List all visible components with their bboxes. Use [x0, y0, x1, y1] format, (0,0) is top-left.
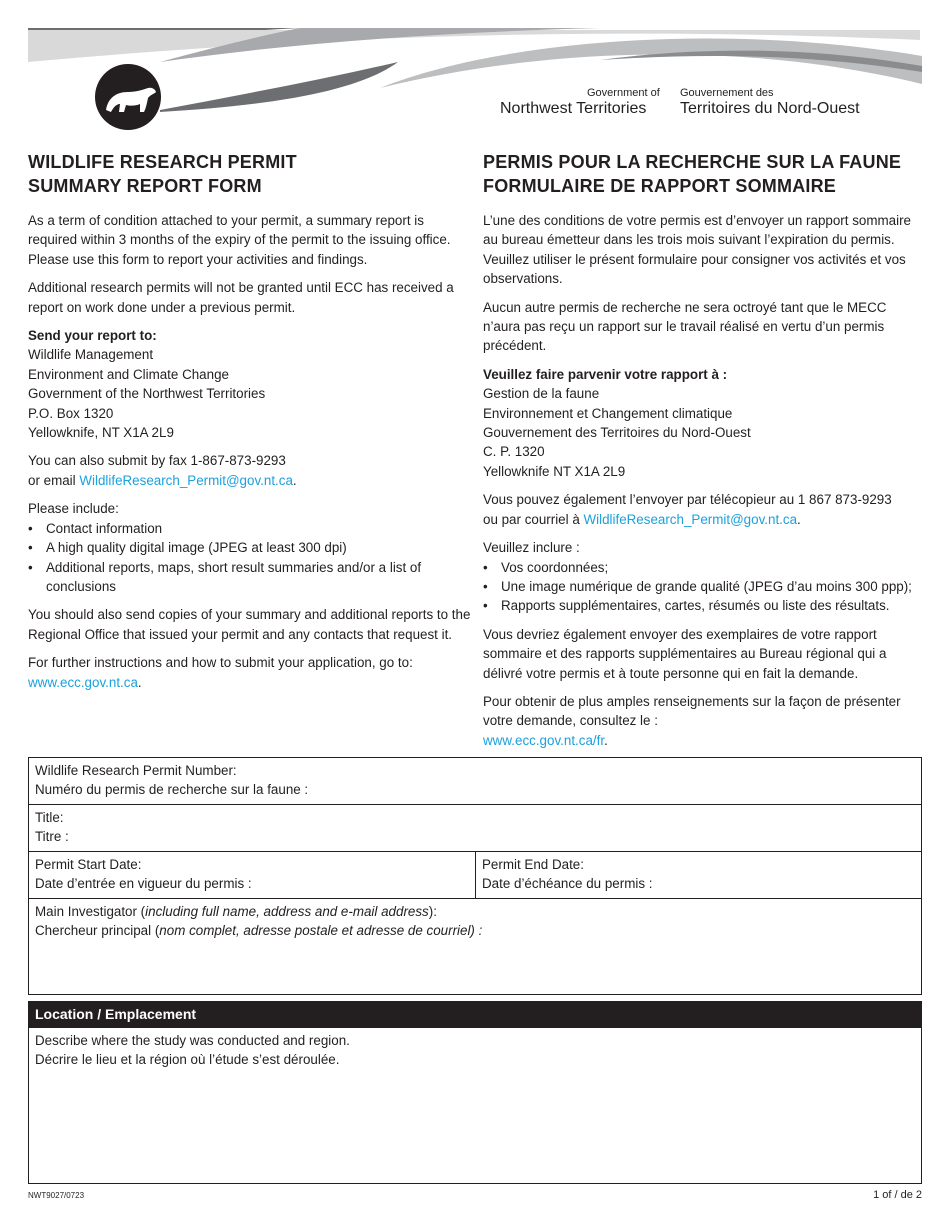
investigator-label-en: [35, 902, 915, 921]
end-date-label-en: Permit End Date:: [482, 857, 584, 872]
en-page-title: [28, 150, 473, 198]
location-desc-en: Describe where the study was conducted and region.: [35, 1033, 350, 1048]
fr-title-line2: FORMULAIRE DE RAPPORT SOMMAIRE: [483, 176, 837, 196]
investigator-field[interactable]: [29, 898, 921, 994]
en-additional: Additional research permits will not be granted until ECC has received a report on work done under a previous permit.: [28, 280, 454, 315]
en-email-prefix: or email: [28, 472, 80, 488]
en-address-line: Environment and Climate Change: [28, 366, 229, 382]
list-item: • Additional reports, maps, short result summaries and/or a list of conclusions: [46, 558, 473, 597]
en-contact: [28, 451, 473, 490]
title-label-fr: Titre :: [35, 829, 69, 845]
fr-fax-line: Vous pouvez également l’envoyer par télécopieur au 1 867 873-9293: [483, 492, 892, 508]
gov-fr-block: [680, 87, 860, 119]
list-item: • Une image numérique de grande qualité (JPEG d’au moins 300 ppp);: [501, 577, 923, 596]
en-copies: You should also send copies of your summary and additional reports to the Regional Office that issued your permit and any contacts that request it.: [28, 607, 471, 642]
location-section: [28, 1001, 922, 1184]
location-heading: Location / Emplacement: [29, 1002, 921, 1028]
title-label-en: Title:: [35, 810, 64, 825]
end-date-label-fr: Date d’échéance du permis :: [482, 876, 653, 892]
location-desc-fr: Décrire le lieu et la région où l’étude s’est déroulée.: [35, 1052, 340, 1068]
list-item: • Contact information: [46, 519, 473, 538]
english-column: [28, 150, 473, 701]
gov-en-block: [500, 87, 660, 119]
gov-fr-large: Territoires du Nord-Ouest: [680, 100, 860, 117]
fr-url-suffix: .: [604, 732, 608, 748]
fr-email-suffix: .: [797, 511, 801, 527]
french-column: [483, 150, 923, 759]
fr-intro: L’une des conditions de votre permis est d’envoyer un rapport sommaire au bureau émetteur dans les trois mois suivant l’expiration du permis. Veuillez utiliser le présent formulaire pour consigner vos activités et vos observations.: [483, 213, 911, 287]
fr-address-block: [483, 365, 923, 481]
en-intro: As a term of condition attached to your permit, a summary report is required within 3 months of the expiry of the permit to the issuing office. Please use this form to report your activities and findings.: [28, 213, 451, 267]
fr-address-line: Gouvernement des Territoires du Nord-Ouest: [483, 425, 751, 441]
location-field[interactable]: [29, 1028, 921, 1073]
en-include-heading: Please include:: [28, 501, 119, 517]
fr-address-line: C. P. 1320: [483, 444, 545, 460]
en-address-block: [28, 326, 473, 442]
fr-title-line1: PERMIS POUR LA RECHERCHE SUR LA FAUNE: [483, 152, 902, 172]
en-email-link[interactable]: WildlifeResearch_Permit@gov.nt.ca: [79, 472, 293, 488]
en-include-list: [28, 519, 473, 597]
en-email-suffix: .: [292, 472, 297, 488]
gov-fr-small: Gouvernement des: [680, 87, 774, 99]
en-fax-line: You can also submit by fax 1-867-873-9293: [28, 453, 286, 469]
en-further-block: [28, 653, 473, 692]
en-further: For further instructions and how to submit your application, go to:: [28, 655, 413, 671]
permit-number-label-en: Wildlife Research Permit Number:: [35, 763, 237, 778]
swoosh-right: [380, 38, 922, 88]
en-url-suffix: .: [137, 674, 142, 690]
fr-send-heading: Veuillez faire parvenir votre rapport à :: [483, 366, 728, 382]
fr-additional: Aucun autre permis de recherche ne sera octroyé tant que le MECC n’aura pas reçu un rapport sur le travail réalisé en vertu d’un permis précédent.: [483, 299, 887, 354]
investigator-fr-text: Chercheur principal (: [35, 923, 160, 939]
list-item: • Rapports supplémentaires, cartes, résumés ou liste des résultats.: [501, 596, 923, 615]
fr-include-list: [483, 558, 923, 616]
fr-further: Pour obtenir de plus amples renseignements sur la façon de présenter votre demande, consultez le :: [483, 693, 901, 729]
end-date-field[interactable]: [475, 852, 921, 898]
investigator-label-fr: [35, 921, 915, 940]
list-item: • Vos coordonnées;: [501, 558, 923, 577]
gov-en-small: Government of: [587, 87, 660, 99]
start-date-label-fr: Date d’entrée en vigueur du permis :: [35, 876, 252, 892]
start-date-label-en: Permit Start Date:: [35, 857, 142, 872]
en-send-heading: Send your report to:: [28, 328, 157, 344]
fr-email-prefix: ou par courriel à: [483, 511, 584, 527]
fr-address-line: Yellowknife NT X1A 2L9: [483, 463, 626, 479]
dates-row: [29, 851, 921, 898]
page-number: 1 of / de 2: [873, 1189, 922, 1201]
gov-en-large: Northwest Territories: [500, 100, 647, 117]
fr-email-link[interactable]: WildlifeResearch_Permit@gov.nt.ca: [583, 511, 798, 527]
fr-address-line: Gestion de la faune: [483, 386, 600, 402]
permit-info-form: [28, 757, 922, 995]
en-title-line1: WILDLIFE RESEARCH PERMIT: [28, 152, 297, 172]
investigator-fr-italic: nom complet, adresse postale et adresse de courriel) :: [159, 923, 483, 939]
list-item: • A high quality digital image (JPEG at least 300 dpi): [46, 538, 473, 557]
fr-contact: [483, 490, 923, 529]
en-address-line: Government of the Northwest Territories: [28, 386, 266, 402]
investigator-en-end: ):: [428, 904, 437, 919]
en-address-line: Yellowknife, NT X1A 2L9: [28, 425, 174, 441]
en-address-line: P.O. Box 1320: [28, 405, 114, 421]
permit-number-label-fr: Numéro du permis de recherche sur la faune :: [35, 782, 309, 798]
investigator-en-text: Main Investigator (: [35, 904, 146, 919]
en-address-line: Wildlife Management: [28, 347, 154, 363]
fr-copies: Vous devriez également envoyer des exemplaires de votre rapport sommaire et des rapports supplémentaires au Bureau régional qui a délivré votre permis et à toute personne qui en fait la demande.: [483, 626, 887, 681]
investigator-en-italic: including full name, address and e-mail address: [145, 904, 429, 919]
fr-further-block: [483, 692, 923, 750]
swoosh-left-low: [160, 62, 398, 112]
permit-number-field[interactable]: [29, 758, 921, 804]
en-title-line2: SUMMARY REPORT FORM: [28, 176, 262, 196]
fr-page-title: [483, 150, 923, 198]
fr-url-link[interactable]: www.ecc.gov.nt.ca/fr: [483, 732, 605, 748]
title-field[interactable]: [29, 804, 921, 851]
form-code: NWT9027/0723: [28, 1191, 85, 1200]
en-url-link[interactable]: www.ecc.gov.nt.ca: [28, 674, 138, 690]
start-date-field[interactable]: [29, 852, 475, 898]
fr-include-heading: Veuillez inclure :: [483, 540, 580, 556]
fr-address-line: Environnement et Changement climatique: [483, 405, 733, 421]
